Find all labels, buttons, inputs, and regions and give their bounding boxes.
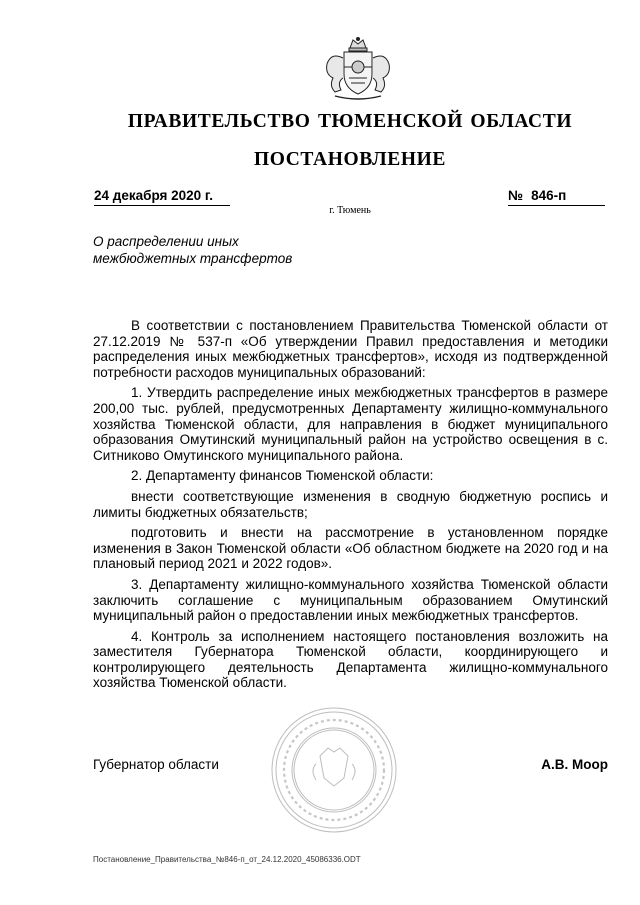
preamble-paragraph: В соответствии с постановлением Правительства Тюменской области от 27.12.2019 № 537-п «Об утверждении Правил предоставления и методики распределения иных межбюджетных трансфертов», исходя из подтвержденной потребности расходов муниципальных образований: — [93, 318, 608, 380]
document-number-field — [508, 188, 605, 206]
clause-2-item-2: подготовить и внести на рассмотрение в установленном порядке изменения в Закон Тюменской области «Об областном бюджете на 2020 год и на плановый период 2021 и 2022 годов». — [93, 525, 608, 572]
official-seal-icon — [270, 706, 398, 834]
government-title: ПРАВИТЕЛЬСТВО ТЮМЕНСКОЙ ОБЛАСТИ — [127, 111, 573, 132]
subject-line-2: межбюджетных трансфертов — [93, 251, 293, 266]
document-body — [93, 318, 608, 696]
document-subject — [93, 233, 343, 267]
clause-2-paragraph: 2. Департаменту финансов Тюменской области: — [131, 468, 434, 484]
document-type: ПОСТАНОВЛЕНИЕ — [253, 149, 447, 170]
tyumen-oblast-coat-of-arms-icon — [313, 34, 403, 104]
clause-3-paragraph: 3. Департаменту жилищно-коммунального хозяйства Тюменской области заключить соглашение с муниципальным образованием Омутинский муниципальный район о предоставлении иных межбюджетных трансфертов. — [93, 576, 608, 624]
footer-filename: Постановление_Правительства_№846-п_от_24.12.2020_45086336.ODT — [93, 855, 361, 864]
clause-4-paragraph: 4. Контроль за исполнением настоящего постановления возложить на заместителя Губернатора Тюменской области, координирующего и контролирующего деятельность Департамента жилищно-коммунального хозяйства Тюменской области. — [93, 628, 608, 691]
document-date: 24 декабря 2020 г. — [94, 188, 230, 206]
signatory-position: Губернатор области — [93, 757, 219, 772]
document-city: г. Тюмень — [329, 205, 371, 216]
document-number: 846-п — [531, 188, 567, 203]
subject-line-1: О распределении иных — [93, 234, 239, 249]
clause-2-item-1: внести соответствующие изменения в сводную бюджетную роспись и лимиты бюджетных обязательств; — [93, 488, 608, 520]
clause-1-paragraph: 1. Утвердить распределение иных межбюджетных трансфертов в размере 200,00 тыс. рублей, предусмотренных Департаменту жилищно-коммунального хозяйства Тюменской области, для направления в бюджет муниципального образования Омутинский муниципальный район на устройство освещения в с. Ситниково Омутинского муниципального района. — [93, 385, 608, 463]
number-sign: № — [508, 188, 524, 203]
signatory-name: А.В. Моор — [541, 757, 608, 772]
